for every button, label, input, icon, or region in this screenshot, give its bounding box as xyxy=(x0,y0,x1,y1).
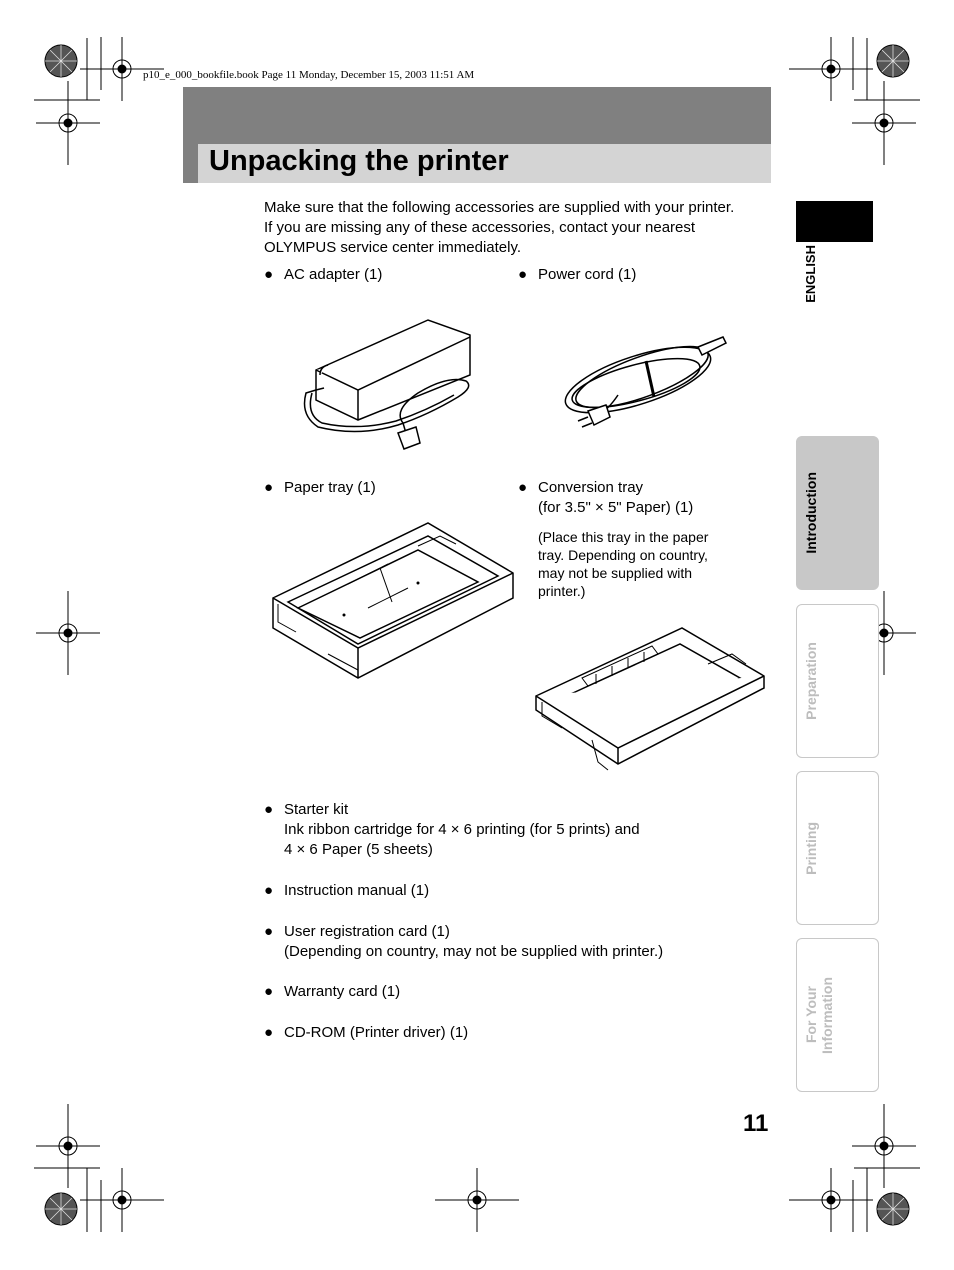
list-item-conversion-tray xyxy=(518,478,693,518)
bullet-icon: ● xyxy=(518,479,528,496)
list-item-paper-tray xyxy=(264,478,376,498)
list-item-power-cord xyxy=(518,265,636,285)
item-label: Warranty card (1) xyxy=(284,983,401,1000)
bullet-icon: ● xyxy=(264,923,274,940)
intro-line-1: Make sure that the following accessories are supplied with your printer. xyxy=(264,199,735,216)
note-line: may not be supplied with xyxy=(538,565,693,581)
bullet-icon: ● xyxy=(264,882,274,899)
note-line: tray. Depending on country, xyxy=(538,547,708,563)
list-item-starter-kit xyxy=(264,800,640,860)
tab-for-your-information[interactable] xyxy=(796,938,879,1092)
list-item-instruction-manual xyxy=(264,881,429,901)
tab-text-line-2: Information xyxy=(819,976,835,1054)
bullet-icon: ● xyxy=(264,801,274,818)
power-cord-illustration xyxy=(558,325,730,435)
bullet-icon: ● xyxy=(264,479,274,496)
tab-label xyxy=(803,437,819,589)
item-label: CD-ROM (Printer driver) (1) xyxy=(284,1024,469,1041)
language-label xyxy=(803,245,823,320)
item-label: Conversion tray xyxy=(538,479,644,496)
tab-label xyxy=(803,605,819,757)
intro-paragraph xyxy=(264,198,774,258)
page-number: 11 xyxy=(743,1110,769,1137)
intro-line-3: OLYMPUS service center immediately. xyxy=(264,239,522,256)
note-line: printer.) xyxy=(538,583,586,599)
item-detail: (Depending on country, may not be supplied with printer.) xyxy=(284,943,664,960)
list-item-ac-adapter xyxy=(264,265,382,285)
tab-text: Introduction xyxy=(803,472,819,554)
item-label: Starter kit xyxy=(284,801,349,818)
bullet-icon: ● xyxy=(264,1024,274,1041)
tab-introduction[interactable] xyxy=(796,436,879,590)
note-line: (Place this tray in the paper xyxy=(538,529,709,545)
item-label: Instruction manual (1) xyxy=(284,882,430,899)
list-item-cd-rom xyxy=(264,1023,468,1043)
conversion-tray-illustration xyxy=(532,624,768,772)
tab-text-line-1: For Your xyxy=(803,986,819,1044)
intro-line-2: If you are missing any of these accessories, contact your nearest xyxy=(264,219,696,236)
item-sublabel: (for 3.5" × 5" Paper) (1) xyxy=(538,499,694,516)
item-label: Power cord (1) xyxy=(538,266,637,283)
list-item-warranty-card xyxy=(264,982,400,1002)
page-title: Unpacking the printer xyxy=(209,145,509,177)
tab-preparation[interactable] xyxy=(796,604,879,758)
ac-adapter-illustration xyxy=(298,315,488,457)
item-detail: 4 × 6 Paper (5 sheets) xyxy=(284,841,433,858)
tab-label xyxy=(803,772,819,924)
bullet-icon: ● xyxy=(264,983,274,1000)
item-label: User registration card (1) xyxy=(284,923,450,940)
item-label: AC adapter (1) xyxy=(284,266,383,283)
list-item-user-registration xyxy=(264,922,663,962)
item-detail: Ink ribbon cartridge for 4 × 6 printing (for 5 prints) and xyxy=(284,821,640,838)
conversion-tray-note xyxy=(538,528,708,600)
bullet-icon: ● xyxy=(518,266,528,283)
language-text: ENGLISH xyxy=(803,245,818,303)
language-marker xyxy=(796,201,873,242)
tab-printing[interactable] xyxy=(796,771,879,925)
tab-text: Printing xyxy=(803,821,819,875)
bullet-icon: ● xyxy=(264,266,274,283)
tab-text: Preparation xyxy=(803,642,819,720)
tab-label xyxy=(803,939,835,1091)
item-label: Paper tray (1) xyxy=(284,479,376,496)
paper-tray-illustration xyxy=(268,518,518,684)
file-header-line: p10_e_000_bookfile.book Page 11 Monday, December 15, 2003 11:51 AM xyxy=(143,69,475,81)
